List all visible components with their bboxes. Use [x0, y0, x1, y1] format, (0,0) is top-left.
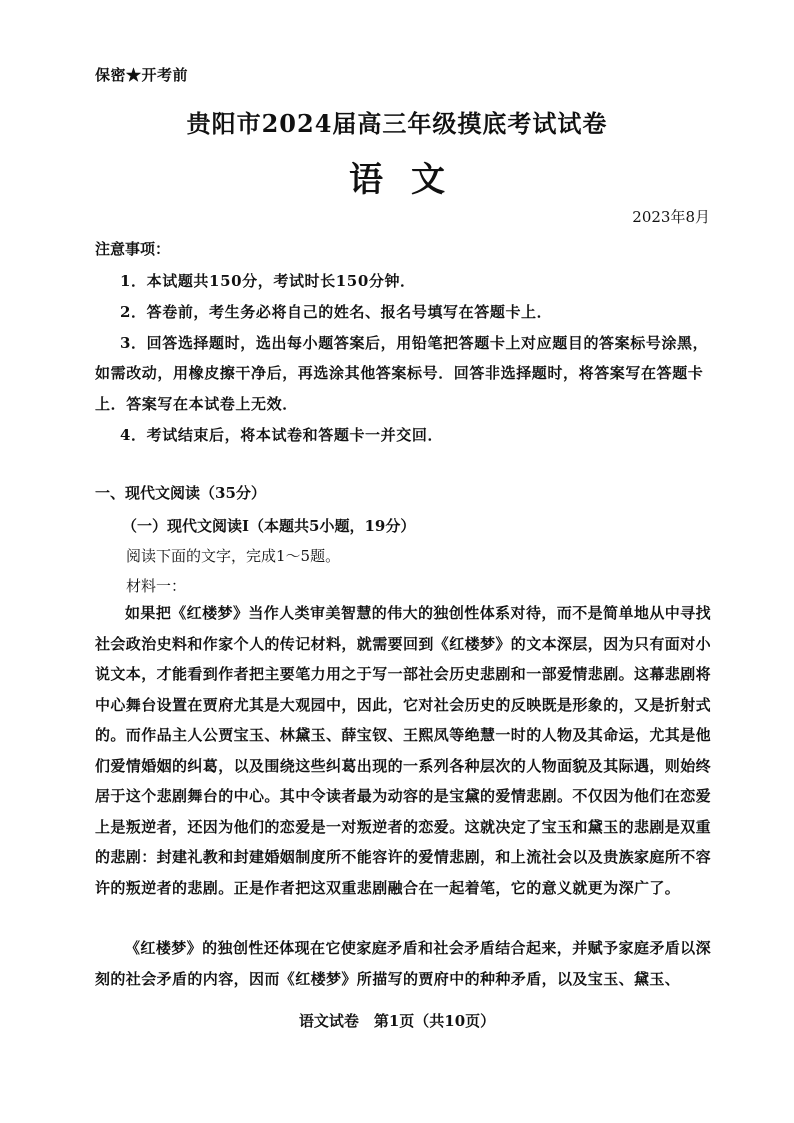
- material-label: 材料一：: [126, 577, 187, 595]
- reading-instruction: 阅读下面的文字，完成1～5题。: [126, 547, 341, 565]
- note-item-3-cont-1: 如需改动，用橡皮擦干净后，再选涂其他答案标号．回答非选择题时，将答案写在答题卡: [95, 364, 704, 382]
- passage-paragraph-1: 如果把《红楼梦》当作人类审美智慧的伟大的独创性体系对待，而不是简单地从中寻找社会政治史料和作家个人的传记材料，就需要回到《红楼梦》的文本深层，因为只有面对小说文本，才能看到作者把主要笔力用之于写一部社会历史悲剧和一部爱情悲剧。这幕悲剧将中心舞台设置在贾府尤其是大观园中，因此，它对社会历史的反映既是形象的，又是折射式的。而作品主人公贾宝玉、林黛玉、薛宝钗、王熙凤等绝慧一时的人物及其命运，尤其是他们爱情婚姻的纠葛，以及围绕这些纠葛出现的一系列各种层次的人物面貌及其际遇，则始终居于这个悲剧舞台的中心。其中令读者最为动容的是宝黛的爱情悲剧。不仅因为他们在恋爱上是叛逆者，还因为他们的恋爱是一对叛逆者的恋爱。这就决定了宝玉和黛玉的悲剧是双重的悲剧：封建礼教和封建婚姻制度所不能容许的爱情悲剧，和上流社会以及贵族家庭所不容许的叛逆者的悲剧。正是作者把这双重悲剧融合在一起着笔，它的意义就更为深广了。: [95, 604, 712, 897]
- exam-date: 2023年8月: [632, 208, 710, 226]
- exam-title: 贵阳市2024届高三年级摸底考试试卷: [186, 109, 608, 138]
- passage-paragraph-2: 《红楼梦》的独创性还体现在它使家庭矛盾和社会矛盾结合起来，并赋予家庭矛盾以深刻的社会矛盾的内容，因而《红楼梦》所描写的贾府中的种种矛盾，以及宝玉、黛玉、: [95, 939, 711, 988]
- section-title: 一、现代文阅读（35分）: [95, 484, 266, 502]
- note-item-2: 2．答卷前，考生务必将自己的姓名、报名号填写在答题卡上．: [120, 303, 553, 321]
- note-item-3-cont-2: 上．答案写在本试卷上无效．: [95, 395, 298, 413]
- notes-heading: 注意事项：: [95, 240, 171, 258]
- confidential-label: 保密★开考前: [95, 66, 189, 84]
- subsection-title: （一）现代文阅读Ⅰ（本题共5小题，19分）: [122, 517, 416, 535]
- note-item-4: 4．考试结束后，将本试卷和答题卡一并交回．: [120, 426, 444, 444]
- subject-title: 语文: [349, 160, 473, 200]
- page-footer: 语文试卷 第1页（共10页）: [298, 1012, 496, 1030]
- note-item-1: 1．本试题共150分，考试时长150分钟．: [120, 272, 416, 290]
- note-item-3: 3．回答选择题时，选出每小题答案后，用铅笔把答题卡上对应题目的答案标号涂黑，: [120, 334, 709, 352]
